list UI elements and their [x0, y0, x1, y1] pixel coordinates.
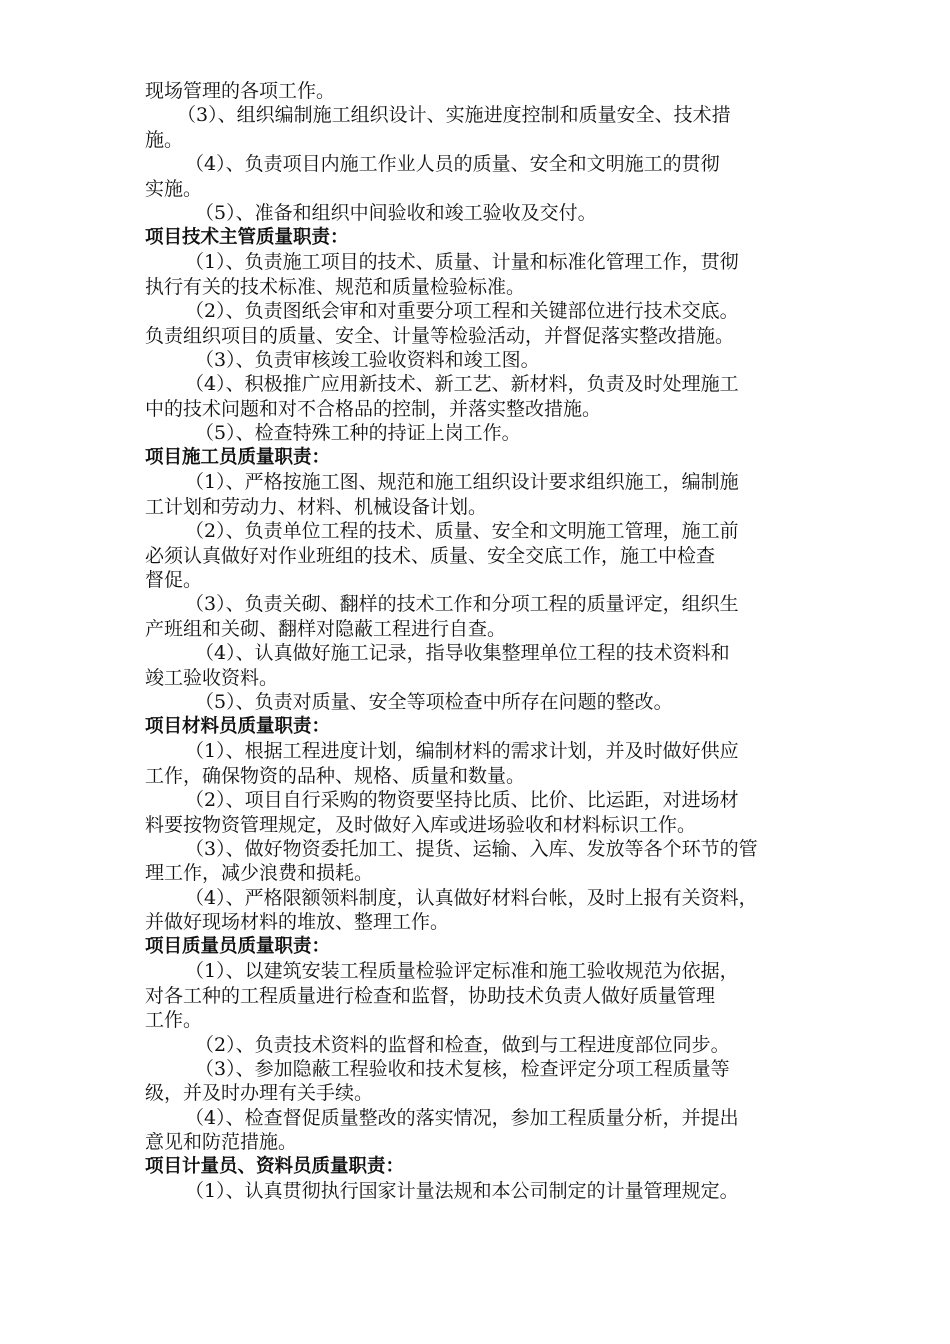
text-line: 对各工种的工程质量进行检查和监督，协助技术负责人做好质量管理	[145, 985, 716, 1007]
text-line: （5）、负责对质量、安全等项检查中所存在问题的整改。	[195, 691, 673, 713]
text-line: （2）、项目自行采购的物资要坚持比质、比价、比运距，对进场材	[185, 789, 739, 811]
text-line: 意见和防范措施。	[145, 1131, 298, 1153]
text-line: 现场管理的各项工作。	[145, 80, 336, 102]
section-heading: 项目施工员质量职责：	[145, 447, 331, 468]
text-line: （2）、负责单位工程的技术、质量、安全和文明施工管理，施工前	[185, 520, 739, 542]
text-line: （4）、负责项目内施工作业人员的质量、安全和文明施工的贯彻	[185, 153, 720, 175]
text-line: 料要按物资管理规定，及时做好入库或进场验收和材料标识工作。	[145, 814, 697, 836]
text-line: 必须认真做好对作业班组的技术、质量、安全交底工作，施工中检查	[145, 545, 716, 567]
text-line: 级，并及时办理有关手续。	[145, 1082, 374, 1104]
text-line: （2）、负责技术资料的监督和检查，做到与工程进度部位同步。	[195, 1034, 730, 1056]
section-heading: 项目质量员质量职责：	[145, 936, 331, 957]
text-line: （5）、检查特殊工种的持证上岗工作。	[195, 422, 521, 444]
text-line: （4）、严格限额领料制度，认真做好材料台帐，及时上报有关资料，	[185, 887, 758, 909]
text-line: 工计划和劳动力、材料、机械设备计划。	[145, 496, 488, 518]
text-line: （3）、负责审核竣工验收资料和竣工图。	[195, 349, 540, 371]
text-line: 工作，确保物资的品种、规格、质量和数量。	[145, 765, 526, 787]
text-line: 理工作，减少浪费和损耗。	[145, 862, 374, 884]
text-line: 产班组和关砌、翻样对隐蔽工程进行自查。	[145, 618, 507, 640]
text-line: （3）、参加隐蔽工程验收和技术复核，检查评定分项工程质量等	[195, 1058, 730, 1080]
text-line: 施。	[145, 129, 184, 151]
text-line: （1）、根据工程进度计划，编制材料的需求计划，并及时做好供应	[185, 740, 739, 762]
text-line: 并做好现场材料的堆放、整理工作。	[145, 911, 450, 933]
text-line: （4）、认真做好施工记录，指导收集整理单位工程的技术资料和	[195, 642, 730, 664]
text-line: 中的技术问题和对不合格品的控制，并落实整改措施。	[145, 398, 602, 420]
text-line: （1）、负责施工项目的技术、质量、计量和标准化管理工作，贯彻	[185, 251, 739, 273]
text-line: （4）、积极推广应用新技术、新工艺、新材料，负责及时处理施工	[185, 373, 739, 395]
section-heading: 项目技术主管质量职责：	[145, 227, 349, 248]
section-heading: 项目计量员、资料员质量职责：	[145, 1156, 405, 1177]
text-line: 竣工验收资料。	[145, 667, 279, 689]
text-line: （1）、以建筑安装工程质量检验评定标准和施工验收规范为依据，	[185, 960, 739, 982]
text-line: 负责组织项目的质量、安全、计量等检验活动，并督促落实整改措施。	[145, 325, 735, 347]
text-line: （1）、认真贯彻执行国家计量法规和本公司制定的计量管理规定。	[185, 1180, 739, 1202]
text-line: 工作。	[145, 1009, 203, 1031]
text-line: 执行有关的技术标准、规范和质量检验标准。	[145, 276, 526, 298]
text-line: （4）、检查督促质量整改的落实情况，参加工程质量分析，并提出	[185, 1107, 739, 1129]
text-line: （2）、负责图纸会审和对重要分项工程和关键部位进行技术交底。	[185, 300, 739, 322]
text-line: （5）、准备和组织中间验收和竣工验收及交付。	[195, 202, 597, 224]
text-line: （3）、组织编制施工组织设计、实施进度控制和质量安全、技术措	[177, 104, 731, 126]
text-line: （3）、做好物资委托加工、提货、运输、入库、发放等各个环节的管	[185, 838, 758, 860]
text-line: 实施。	[145, 178, 203, 200]
section-heading: 项目材料员质量职责：	[145, 716, 331, 737]
text-line: （3）、负责关砌、翻样的技术工作和分项工程的质量评定，组织生	[185, 593, 739, 615]
text-line: 督促。	[145, 569, 203, 591]
text-line: （1）、严格按施工图、规范和施工组织设计要求组织施工，编制施	[185, 471, 739, 493]
